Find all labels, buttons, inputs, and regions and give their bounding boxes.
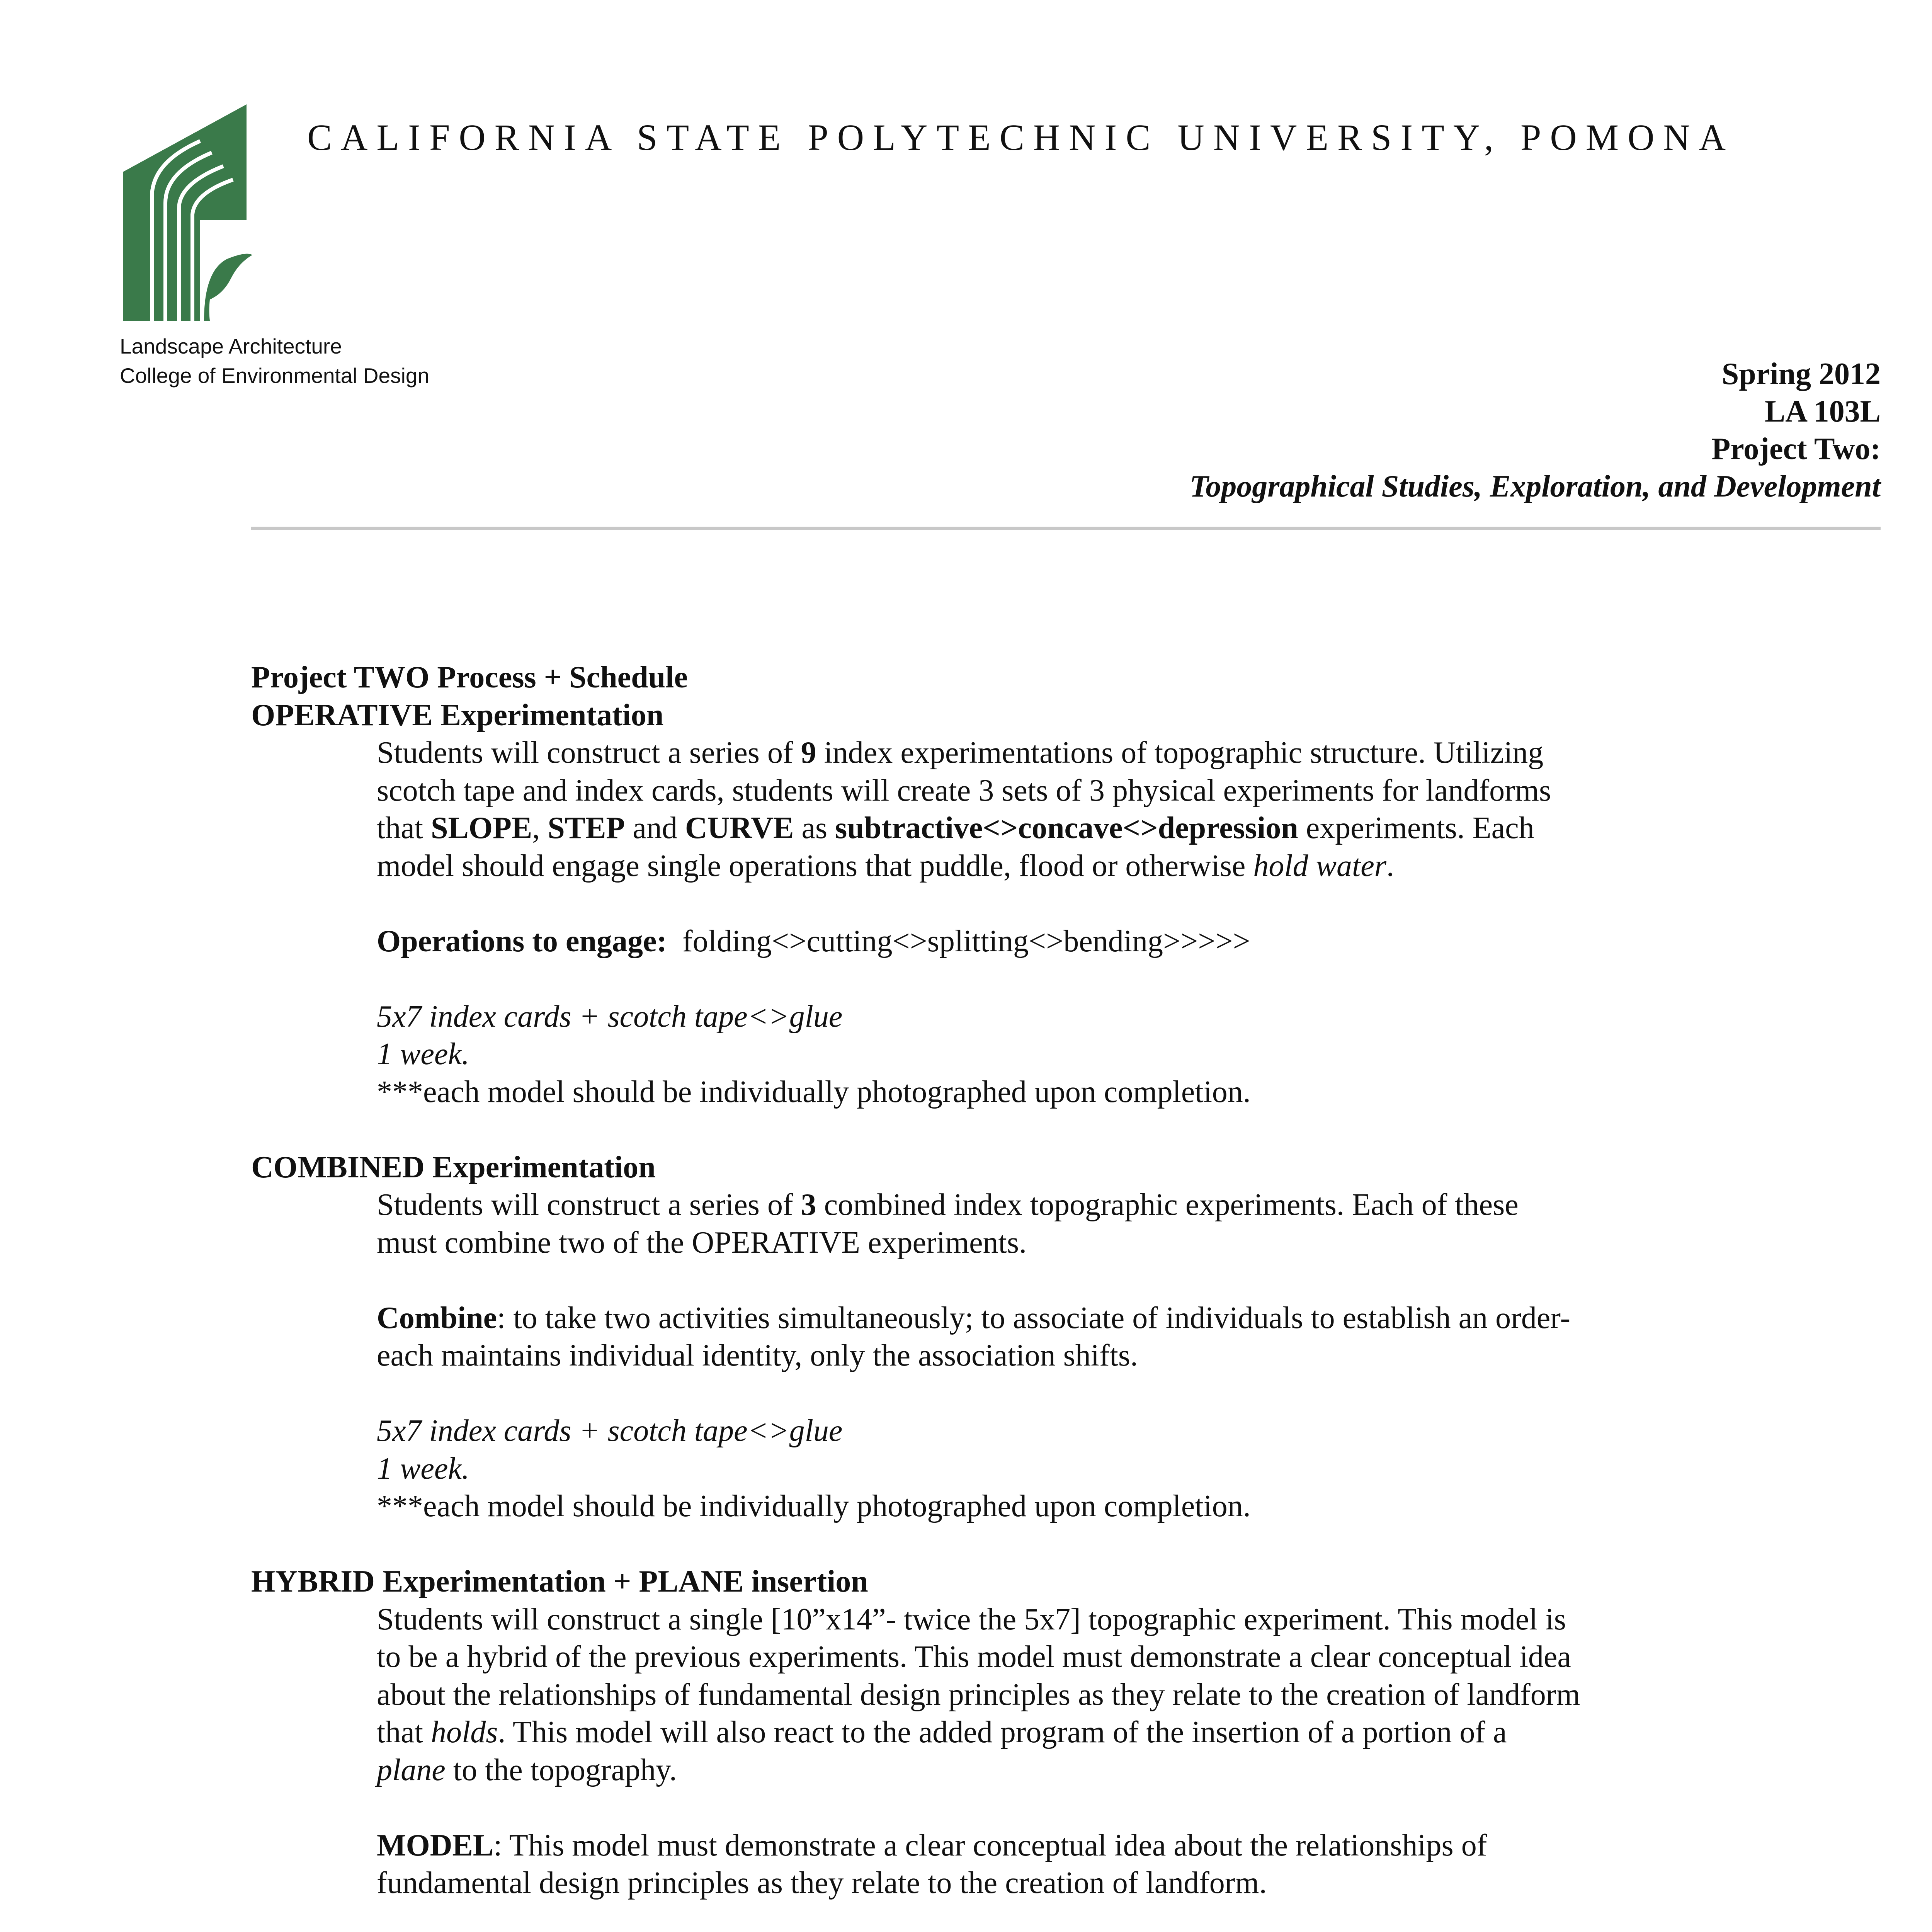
combined-heading: COMBINED Experimentation [251, 1150, 656, 1184]
operations-line [377, 923, 1881, 961]
operative-heading: OPERATIVE Experimentation [251, 698, 664, 732]
text-line: Students will construct a series of 3 combined index topographic experiments. Each of these [377, 1188, 1519, 1222]
course-code: LA 103L [1764, 395, 1881, 429]
duration: 1 week. [377, 1037, 469, 1071]
text-line: that SLOPE, STEP and CURVE as subtractive<>concave<>depression experiments. Each [377, 811, 1534, 845]
materials: 5x7 index cards + scotch tape<>glue [377, 1414, 843, 1448]
college-name: College of Environmental Design [120, 364, 429, 388]
text-line: plane to the topography. [377, 1753, 677, 1787]
text-line: that holds. This model will also react to the added program of the insertion of a portion of a [377, 1715, 1507, 1749]
hybrid-heading: HYBRID Experimentation + PLANE insertion [251, 1565, 868, 1599]
text-line: scotch tape and index cards, students will create 3 sets of 3 physical experiments for landforms [377, 773, 1551, 808]
section-title: Project TWO Process + Schedule [251, 660, 688, 694]
photo-note: ***each model should be individually photographed upon completion. [377, 1075, 1251, 1109]
combine-definition: Combine: to take two activities simultaneously; to associate of individuals to establish an order- [377, 1301, 1570, 1335]
text-line: Students will construct a single [10”x14”- twice the 5x7] topographic experiment. This model is [377, 1602, 1566, 1636]
department-name: Landscape Architecture [120, 334, 342, 358]
text-line: model should engage single operations that puddle, flood or otherwise hold water. [377, 849, 1394, 883]
university-name: CALIFORNIA STATE POLYTECHNIC UNIVERSITY, POMONA [307, 117, 1735, 158]
operations-value: folding<>cutting<>splitting<>bending>>>>> [682, 924, 1250, 958]
text-line: fundamental design principles as they relate to the creation of landform. [377, 1866, 1267, 1900]
combined-paragraph [251, 1186, 1881, 1526]
operative-paragraph [251, 734, 1881, 1111]
header-divider [251, 527, 1881, 530]
department-block [120, 332, 429, 390]
photo-note: ***each model should be individually photographed upon completion. [377, 1489, 1251, 1523]
model-definition: MODEL: This model must demonstrate a clear conceptual idea about the relationships of [377, 1828, 1487, 1862]
project-label: Project Two: [1711, 432, 1881, 466]
operations-label: Operations to engage: [377, 924, 667, 958]
project-subtitle: Topographical Studies, Exploration, and Development [1189, 469, 1881, 503]
text-line: each maintains individual identity, only the association shifts. [377, 1338, 1138, 1372]
text-line: must combine two of the OPERATIVE experiments. [377, 1225, 1027, 1260]
hybrid-paragraph [251, 1601, 1881, 1932]
cal-poly-logo [123, 104, 254, 321]
course-info [1190, 355, 1881, 505]
duration: 1 week. [377, 1451, 469, 1486]
text-line: about the relationships of fundamental design principles as they relate to the creation of landform [377, 1677, 1580, 1712]
materials: 5x7 index cards + scotch tape<>glue [377, 999, 843, 1034]
text-line: Students will construct a series of 9 index experimentations of topographic structure. Utilizing [377, 736, 1544, 770]
course-term: Spring 2012 [1721, 357, 1881, 391]
main-content [251, 659, 1881, 1932]
text-line: to be a hybrid of the previous experiments. This model must demonstrate a clear conceptual idea [377, 1640, 1571, 1674]
